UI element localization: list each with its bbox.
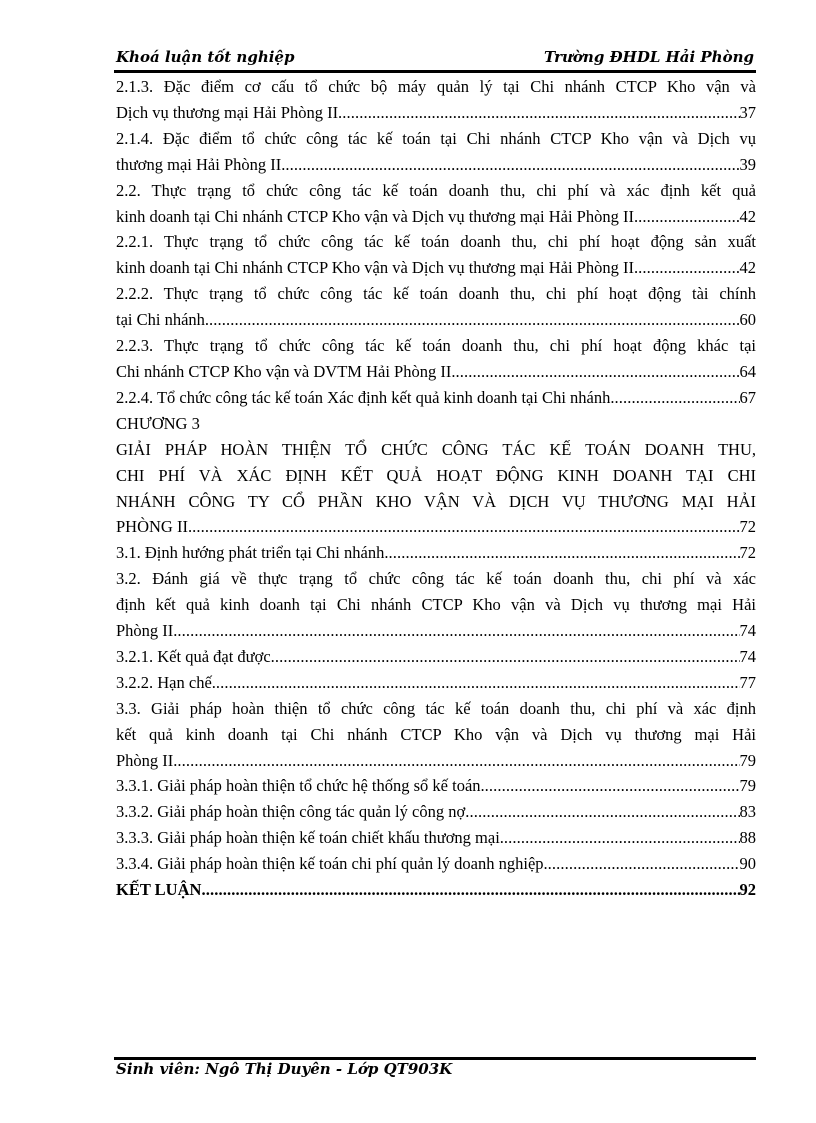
toc-entry-line: CHI PHÍ VÀ XÁC ĐỊNH KẾT QUẢ HOẠT ĐỘNG KINH DOANH TẠI CHI	[116, 465, 756, 485]
toc-entry	[116, 799, 756, 825]
toc-entry	[116, 540, 756, 566]
toc-entry-line: 2.2.2. Thực trạng tổ chức công tác kế toán doanh thu, chi phí hoạt động tài chính	[116, 284, 756, 304]
toc-entry-last-line	[116, 255, 756, 281]
dot-leader	[614, 385, 739, 411]
toc-entry-text: 3.3.1. Giải pháp hoàn thiện tổ chức hệ thống sổ kế toán.	[116, 776, 485, 796]
dot-leader	[177, 748, 739, 774]
dot-leader	[209, 307, 739, 333]
toc-entry-last-line	[116, 851, 756, 877]
toc-entry-text: Chi nhánh CTCP Kho vận và DVTM Hải Phòng II.	[116, 361, 456, 381]
toc-entry	[116, 385, 756, 411]
toc-entry-line: 2.2.3. Thực trạng tổ chức công tác kế toán doanh thu, chi phí hoạt động khác tại	[116, 336, 756, 356]
toc-entry-last-line	[116, 825, 756, 851]
toc-entry	[116, 229, 756, 281]
dot-leader	[388, 540, 739, 566]
toc-entry-line: 3.2. Đánh giá về thực trạng tổ chức công tác kế toán doanh thu, chi phí và xác	[116, 569, 756, 589]
toc-entry-last-line	[116, 514, 756, 540]
dot-leader	[465, 799, 739, 825]
toc-entry-text: KẾT LUẬN	[116, 880, 202, 900]
toc-entry-line: 2.1.3. Đặc điểm cơ cấu tổ chức bộ máy quản lý tại Chi nhánh CTCP Kho vận và	[116, 77, 756, 96]
toc-entry-line: 2.2. Thực trạng tổ chức công tác kế toán doanh thu, chi phí và xác định kết quả	[116, 180, 756, 200]
toc-page-number: 74	[739, 646, 756, 666]
toc-page-number: 83	[739, 802, 756, 822]
toc-entry-text: 3.2.2. Hạn chế.	[116, 672, 216, 692]
toc-page-number: 79	[739, 776, 756, 796]
dot-leader	[177, 618, 739, 644]
toc-entry-last-line	[116, 307, 756, 333]
toc-entry-last-line	[116, 204, 756, 230]
toc-entry	[116, 74, 756, 126]
dot-leader	[638, 204, 739, 230]
toc-entry-text: 3.1. Định hướng phát triển tại Chi nhánh.	[116, 543, 389, 563]
toc-entry-last-line	[116, 540, 756, 566]
toc-entry-text: kinh doanh tại Chi nhánh CTCP Kho vận và Dịch vụ thương mại Hải Phòng II.	[116, 258, 639, 278]
toc-entry	[116, 670, 756, 696]
toc-entry-last-line	[116, 385, 756, 411]
toc-entry-text: 3.3.4. Giải pháp hoàn thiện kế toán chi phí quản lý doanh nghiệp.	[116, 854, 548, 874]
toc-page-number: 72	[739, 543, 756, 563]
toc-page-number: 37	[739, 102, 756, 122]
toc-entry-text: PHÒNG II.	[116, 517, 193, 537]
toc-entry-line: 2.1.4. Đặc điểm tổ chức công tác kế toán tại Chi nhánh CTCP Kho vận và Dịch vụ	[116, 128, 756, 148]
dot-leader	[216, 670, 740, 696]
toc-entry	[116, 773, 756, 799]
header-thesis-label: Khoá luận tốt nghiệp	[116, 48, 295, 66]
toc-entry-line: 2.2.1. Thực trạng tổ chức công tác kế toán doanh thu, chi phí hoạt động sản xuất	[116, 232, 756, 252]
chapter-heading: CHƯƠNG 3	[116, 413, 200, 433]
toc-entry-text: thương mại Hải Phòng II.	[116, 154, 286, 174]
toc-entry	[116, 281, 756, 333]
toc-entry	[116, 126, 756, 178]
dot-leader	[638, 255, 739, 281]
dot-leader	[285, 152, 739, 178]
toc-entry-last-line	[116, 644, 756, 670]
toc-page-number: 88	[739, 828, 756, 848]
toc-entry-line: NHÁNH CÔNG TY CỔ PHẦN KHO VẬN VÀ DỊCH VỤ THƯƠNG MẠI HẢI	[116, 491, 756, 511]
toc-entry-last-line	[116, 799, 756, 825]
toc-entry-last-line	[116, 359, 756, 385]
toc-entry-line: kết quả kinh doanh tại Chi nhánh CTCP Kho vận và Dịch vụ thương mại Hải	[116, 724, 756, 744]
toc-entry	[116, 877, 756, 903]
toc-entry	[116, 696, 756, 774]
toc-entry	[116, 825, 756, 851]
toc-page-number: 42	[739, 206, 756, 226]
dot-leader	[342, 100, 739, 126]
page-header	[116, 48, 754, 70]
toc-page-number: 72	[739, 517, 756, 537]
dot-leader	[504, 825, 740, 851]
toc-entry	[116, 644, 756, 670]
toc-page-number: 77	[739, 672, 756, 692]
dot-leader	[271, 644, 740, 670]
toc-entry-text: Phòng II.	[116, 750, 178, 770]
header-rule	[114, 70, 756, 73]
dot-leader	[548, 851, 740, 877]
toc-entry-last-line	[116, 748, 756, 774]
toc-entry	[116, 566, 756, 644]
toc-page-number: 92	[739, 880, 756, 900]
toc-entry-text: kinh doanh tại Chi nhánh CTCP Kho vận và Dịch vụ thương mại Hải Phòng II.	[116, 206, 639, 226]
toc-entry-line: GIẢI PHÁP HOÀN THIỆN TỔ CHỨC CÔNG TÁC KẾ TOÁN DOANH THU,	[116, 439, 756, 459]
page-footer: Sinh viên: Ngô Thị Duyên - Lớp QT903K	[116, 1060, 453, 1078]
toc-entry-last-line	[116, 877, 756, 903]
toc-page-number: 79	[739, 750, 756, 770]
toc-entry-text: 3.3.3. Giải pháp hoàn thiện kế toán chiết khấu thương mại.	[116, 828, 504, 848]
toc-entry-text: 2.2.4. Tổ chức công tác kế toán Xác định kết quả kinh doanh tại Chi nhánh.	[116, 387, 615, 407]
toc-entry-last-line	[116, 618, 756, 644]
toc-entry-line: định kết quả kinh doanh tại Chi nhánh CTCP Kho vận và Dịch vụ thương mại Hải	[116, 595, 756, 615]
toc-entry-last-line	[116, 100, 756, 126]
dot-leader	[201, 877, 739, 903]
toc-entry	[116, 178, 756, 230]
toc-entry	[116, 437, 756, 541]
toc-entry-line: 3.3. Giải pháp hoàn thiện tổ chức công tác kế toán doanh thu, chi phí và xác định	[116, 698, 756, 718]
toc-entry-last-line	[116, 670, 756, 696]
toc-page-number: 42	[739, 258, 756, 278]
toc-page-number: 67	[739, 387, 756, 407]
toc-page-number: 39	[739, 154, 756, 174]
toc-page-number: 64	[739, 361, 756, 381]
dot-leader	[192, 514, 739, 540]
table-of-contents	[116, 74, 756, 903]
toc-page-number: 74	[739, 621, 756, 641]
toc-entry	[116, 851, 756, 877]
toc-entry	[116, 411, 756, 437]
toc-page-number: 60	[739, 310, 756, 330]
header-university-label: Trường ĐHDL Hải Phòng	[544, 48, 754, 66]
dot-leader	[485, 773, 740, 799]
toc-entry-last-line	[116, 152, 756, 178]
toc-entry	[116, 333, 756, 385]
toc-page-number: 90	[739, 854, 756, 874]
toc-entry-text: 3.3.2. Giải pháp hoàn thiện công tác quản lý công nợ	[116, 802, 466, 822]
toc-entry-text: Phòng II.	[116, 621, 178, 641]
toc-entry-last-line	[116, 773, 756, 799]
dot-leader	[455, 359, 739, 385]
toc-entry-text: tại Chi nhánh.	[116, 310, 210, 330]
toc-entry-text: 3.2.1. Kết quả đạt được	[116, 646, 271, 666]
toc-entry-text: Dịch vụ thương mại Hải Phòng II.	[116, 102, 343, 122]
